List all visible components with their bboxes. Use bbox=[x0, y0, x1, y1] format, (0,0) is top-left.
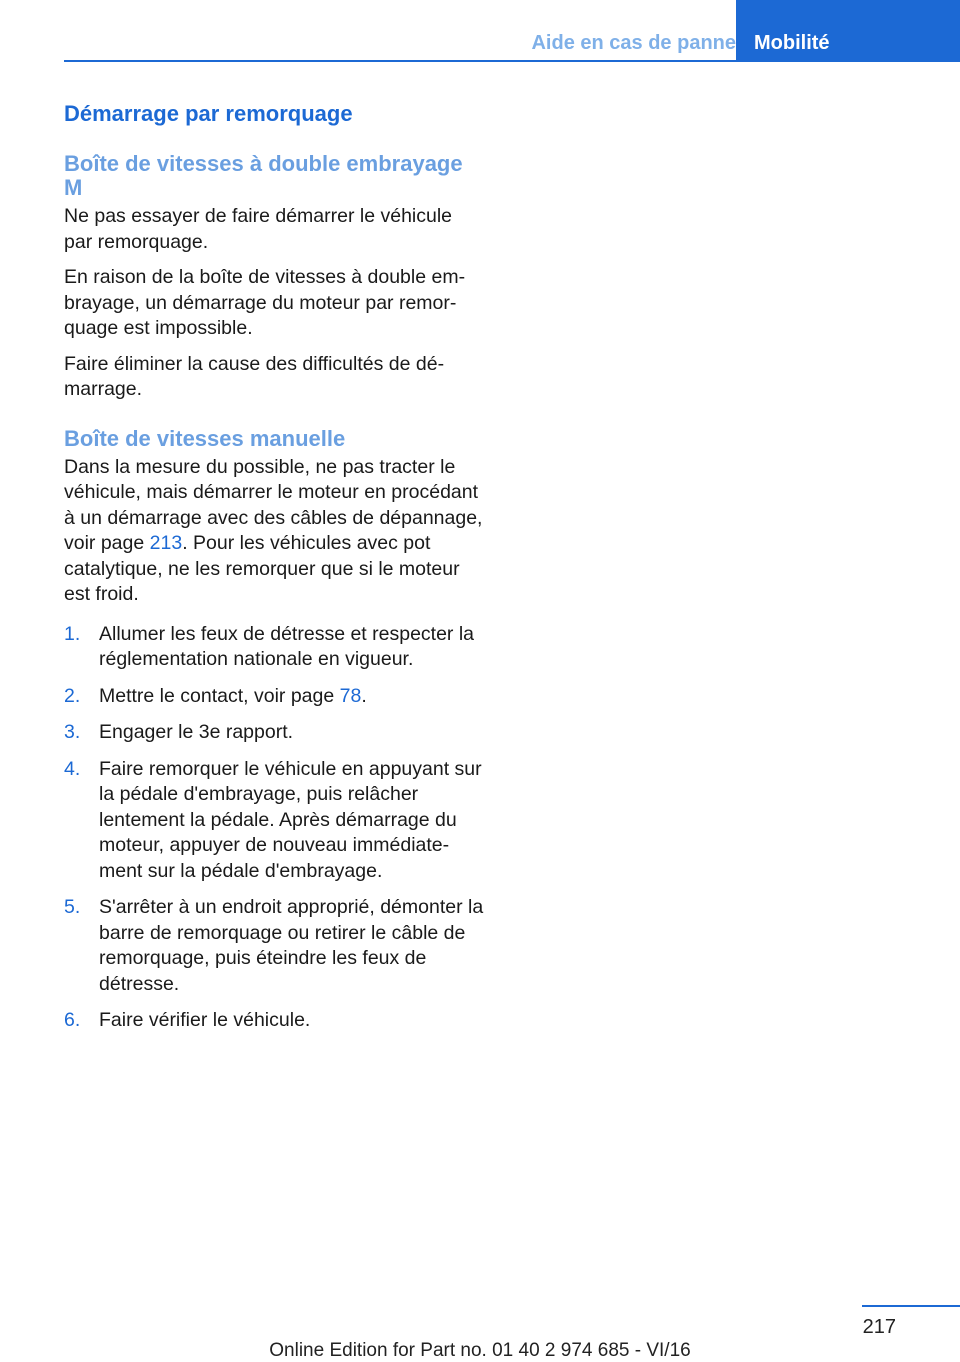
step-number: 4. bbox=[64, 757, 81, 780]
chapter-tab[interactable] bbox=[736, 0, 960, 62]
section-tab[interactable]: Aide en cas de panne bbox=[531, 32, 736, 54]
step-text: Faire vérifier le véhicule. bbox=[99, 1009, 311, 1031]
edition-note: Online Edition for Part no. 01 40 2 974 685 - VI/16 bbox=[269, 1340, 691, 1361]
steps-list bbox=[64, 622, 484, 1034]
manual-intro bbox=[64, 455, 484, 608]
footer-divider bbox=[862, 1305, 960, 1307]
page-number: 217 bbox=[862, 1316, 896, 1338]
step-text: Allumer les feux de détresse et respecter la réglementation nationale en vigueur. bbox=[99, 622, 475, 670]
list-item bbox=[64, 684, 484, 710]
page-link-78[interactable]: 78 bbox=[339, 684, 362, 707]
dct-section bbox=[64, 152, 484, 403]
page-header bbox=[0, 0, 960, 62]
step-text: Faire remorquer le véhicule en appuyant sur la pédale d'embrayage, puis relâcher lentement la pédale. Après démarrage du moteur, appuyer de nouveau immédiatement sur la pédale d'embrayage. bbox=[99, 757, 482, 882]
step-number: 5. bbox=[64, 896, 81, 918]
manual-heading: Boîte de vitesses manuelle bbox=[64, 425, 346, 451]
chapter-tab-label: Mobilité bbox=[754, 32, 830, 54]
dct-heading: Boîte de vitesses à double embrayage M bbox=[64, 151, 463, 200]
step-number: 2. bbox=[64, 684, 81, 707]
manual-intro-text: Dans la mesure du possible, ne pas tracter le véhicule, mais démarrer le moteur en procédant à un démarrage avec des câbles de dépannage, voir page bbox=[64, 455, 483, 554]
page-title: Démarrage par remorquage bbox=[64, 101, 353, 126]
list-item bbox=[64, 622, 484, 673]
list-item bbox=[64, 757, 484, 885]
step-number: 3. bbox=[64, 721, 81, 743]
step-text: Engager le 3e rapport. bbox=[99, 721, 294, 743]
step-text: Mettre le contact, voir page bbox=[99, 684, 340, 707]
dct-paragraph-1: Ne pas essayer de faire démarrer le véhicule par remorquage. bbox=[64, 205, 453, 253]
manual-section bbox=[64, 427, 484, 1034]
list-item bbox=[64, 1008, 484, 1034]
page-link-213[interactable]: 213 bbox=[149, 532, 183, 554]
dct-paragraph-3: Faire éliminer la cause des difficultés de démarrage. bbox=[64, 352, 445, 400]
list-item bbox=[64, 720, 484, 746]
step-number: 1. bbox=[64, 622, 81, 645]
step-text-end: . bbox=[361, 684, 367, 707]
step-text: S'arrêter à un endroit approprié, démonter la barre de remorquage ou retirer le câble de remorquage, puis éteindre les feux de détresse. bbox=[99, 896, 484, 995]
list-item bbox=[64, 895, 484, 997]
step-number: 6. bbox=[64, 1009, 81, 1031]
dct-paragraph-2: En raison de la boîte de vitesses à double embrayage, un démarrage du moteur par remorquage est impossible. bbox=[64, 266, 466, 339]
manual-intro-text-end: . Pour les véhicules avec pot catalytique, ne les remorquer que si le moteur est froid. bbox=[64, 532, 460, 605]
page-content bbox=[64, 100, 484, 1045]
header-divider bbox=[64, 60, 960, 62]
